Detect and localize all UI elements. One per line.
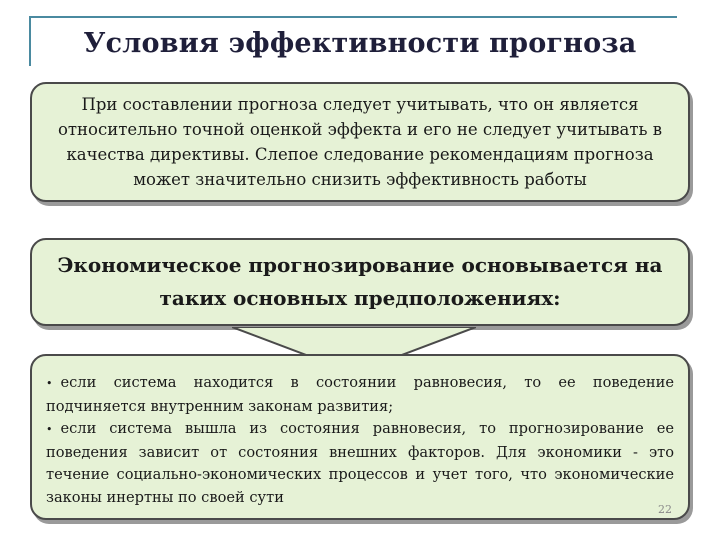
slide-title: Условия эффективности прогноза xyxy=(83,28,637,59)
bullet-icon: • xyxy=(46,377,53,390)
forecast-note-text: При составлении прогноза следует учитывать, что он является относительно точной оценкой эффекта и его не следует учитывать в качества директивы. Слепое следование рекомендациям прогноза может значительно снизить эффективность работы xyxy=(57,95,663,189)
assumptions-heading-box xyxy=(30,238,690,326)
list-item-text: если система находится в состоянии равновесия, то ее поведение подчиняется внутренним законам развития; xyxy=(46,374,674,415)
frame-top-line xyxy=(31,16,677,18)
assumptions-heading-text: Экономическое прогнозирование основывается на таких основных предположениях: xyxy=(57,253,663,310)
forecast-note-box xyxy=(30,82,690,202)
list-item xyxy=(46,372,674,418)
list-item-text: если система вышла из состояния равновесия, то прогнозирование ее поведения зависит от состояния внешних факторов. Для экономики - это течение социально-экономических процессов и учет того, что экономические законы инертны по своей сути xyxy=(46,420,674,506)
list-item xyxy=(46,418,674,509)
page-number: 22 xyxy=(658,503,672,516)
assumptions-list-box xyxy=(30,354,690,520)
bullet-icon: • xyxy=(46,423,53,436)
